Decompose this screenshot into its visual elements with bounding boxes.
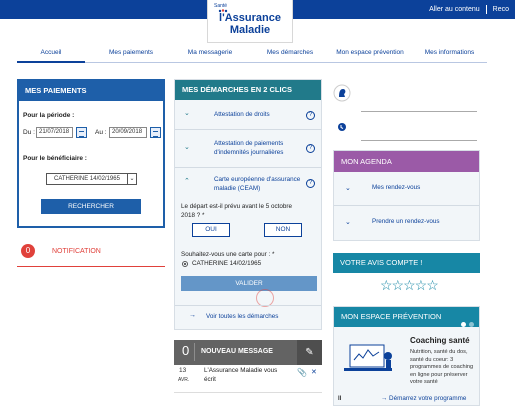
demarches-panel [174, 79, 322, 330]
demarche-item-ceam[interactable] [175, 168, 321, 198]
profile-divider [361, 111, 477, 112]
help-icon[interactable]: ? [306, 179, 315, 188]
demarche-item-attestation-droits[interactable] [175, 100, 321, 130]
demarche-item-attestation-paiements[interactable] [175, 130, 321, 168]
card-question: Souhaitez-vous une carte pour : * [181, 251, 275, 258]
from-label: Du : [23, 129, 35, 136]
demarche-label: Attestation de droits [214, 111, 270, 118]
card-person-label: CATHERINE 14/02/1965 [192, 260, 262, 267]
coaching-description: Nutrition, santé du dos, santé du coeur: 3 programmes de coaching en ligne pour préserver votre santé [410, 349, 474, 386]
close-icon[interactable]: ✕ [311, 369, 317, 376]
agenda-panel [333, 150, 480, 241]
tab-mon-espace-prevention[interactable]: Mon espace prévention [336, 49, 404, 56]
tab-mes-demarches[interactable]: Mes démarches [266, 49, 314, 56]
from-calendar-icon[interactable] [76, 127, 87, 138]
nav-active-indicator [17, 61, 85, 63]
demarche-label-line1: Carte européenne d'assurance [214, 176, 301, 183]
from-date-input[interactable]: 21/07/2018 [36, 127, 73, 138]
departure-question-line2: 2018 ? * [181, 212, 205, 219]
card-person-radio[interactable] [182, 261, 188, 267]
period-label: Pour la période : [23, 112, 75, 119]
demarches-title: MES DÉMARCHES EN 2 CLICS [175, 80, 321, 100]
help-icon[interactable]: ? [306, 144, 315, 153]
message-day: 13 [179, 367, 187, 374]
notification-label: NOTIFICATION [52, 248, 101, 255]
demarche-label-line2: d'indemnités journalières [214, 149, 284, 156]
departure-question-line1: Le départ est-il prévu avant le 5 octobre [181, 203, 292, 210]
validate-button[interactable]: VALIDER [181, 276, 317, 291]
to-label: Au : [95, 129, 107, 136]
rating-stars[interactable]: ☆☆☆☆☆ [380, 277, 438, 293]
no-button[interactable]: NON [264, 223, 302, 237]
chevron-down-icon: ⌄ [345, 185, 351, 192]
tab-ma-messagerie[interactable]: Ma messagerie [187, 49, 233, 56]
payments-title: MES PAIEMENTS [19, 81, 163, 101]
tab-mes-informations[interactable]: Mes informations [424, 49, 475, 56]
message-list-item[interactable] [174, 365, 322, 393]
demarche-label-line1: Attestation de paiements [214, 140, 284, 147]
extra-top-link[interactable]: Reco [492, 6, 509, 13]
agenda-item-prendre-rendez-vous[interactable] [334, 206, 479, 240]
ameli-logo[interactable] [207, 0, 293, 43]
nav-underline [17, 62, 487, 63]
compose-icon[interactable]: ✎ [297, 340, 322, 365]
logo-line-2: Maladie [229, 24, 271, 36]
agenda-title: MON AGENDA [334, 151, 479, 172]
user-profile-icon[interactable] [333, 84, 351, 102]
chevron-down-icon: ⌄ [345, 219, 351, 226]
carousel-dot[interactable] [469, 322, 474, 327]
to-date-input[interactable]: 20/09/2018 [109, 127, 147, 138]
help-icon[interactable]: ? [306, 111, 315, 120]
chevron-down-icon: ⌄ [127, 174, 136, 184]
message-subject-line1: L'Assurance Maladie vous [204, 367, 278, 374]
notification-bar[interactable] [17, 243, 165, 267]
beneficiary-select-value: CATHERINE 14/02/1965 [54, 176, 120, 182]
coaching-illustration-icon [342, 342, 397, 377]
chevron-up-icon: ⌃ [184, 178, 190, 185]
skip-to-content-link[interactable]: Aller au contenu [429, 6, 480, 13]
to-calendar-icon[interactable] [150, 127, 161, 138]
chevron-down-icon: ⌄ [184, 110, 190, 117]
feedback-header: VOTRE AVIS COMPTE ! [333, 253, 480, 273]
carousel-dots[interactable] [458, 314, 474, 332]
beneficiary-label: Pour le bénéficiaire : [23, 155, 87, 162]
yes-button[interactable]: OUI [192, 223, 230, 237]
see-all-label: Voir toutes les démarches [206, 313, 279, 320]
tab-mes-paiements[interactable]: Mes paiements [108, 49, 154, 56]
chevron-down-icon: ⌄ [184, 144, 190, 151]
prevention-panel [333, 306, 480, 406]
attachment-icon: 📎 [297, 368, 307, 377]
coaching-title: Coaching santé [410, 336, 470, 345]
beneficiary-select[interactable] [46, 173, 137, 185]
messages-count: 0 [182, 343, 190, 358]
top-links [423, 0, 515, 19]
phone-icon[interactable] [333, 118, 351, 136]
message-month: AVR. [178, 377, 190, 383]
start-program-label: Démarrez votre programme [389, 395, 467, 402]
messages-title: NOUVEAU MESSAGE [201, 348, 273, 355]
contact-divider [361, 140, 477, 141]
main-nav [17, 47, 487, 63]
demarche-label-line2: maladie (CEAM) [214, 185, 261, 192]
message-subject [204, 366, 284, 384]
arrow-right-icon: → [189, 312, 196, 319]
search-button[interactable]: RECHERCHER [41, 199, 141, 214]
prevention-title: MON ESPACE PRÉVENTION [334, 307, 479, 327]
start-program-link[interactable]: → Démarrez votre programme [381, 395, 467, 402]
see-all-demarches-link[interactable] [175, 305, 321, 327]
logo-line-1: l'Assurance [219, 12, 281, 24]
tab-accueil[interactable]: Accueil [40, 49, 62, 56]
pause-icon[interactable]: II [338, 396, 342, 402]
carousel-dot-active[interactable] [461, 322, 466, 327]
logo-small-text: Santé [214, 3, 228, 9]
messages-separator [194, 343, 195, 361]
notification-count-badge: 0 [21, 244, 35, 258]
messages-header [174, 340, 322, 365]
payments-panel [17, 79, 165, 228]
agenda-item-mes-rendez-vous[interactable] [334, 172, 479, 206]
agenda-item-label: Mes rendez-vous [372, 184, 421, 191]
message-subject-line2: écrit [204, 376, 216, 383]
agenda-item-label: Prendre un rendez-vous [372, 218, 440, 225]
